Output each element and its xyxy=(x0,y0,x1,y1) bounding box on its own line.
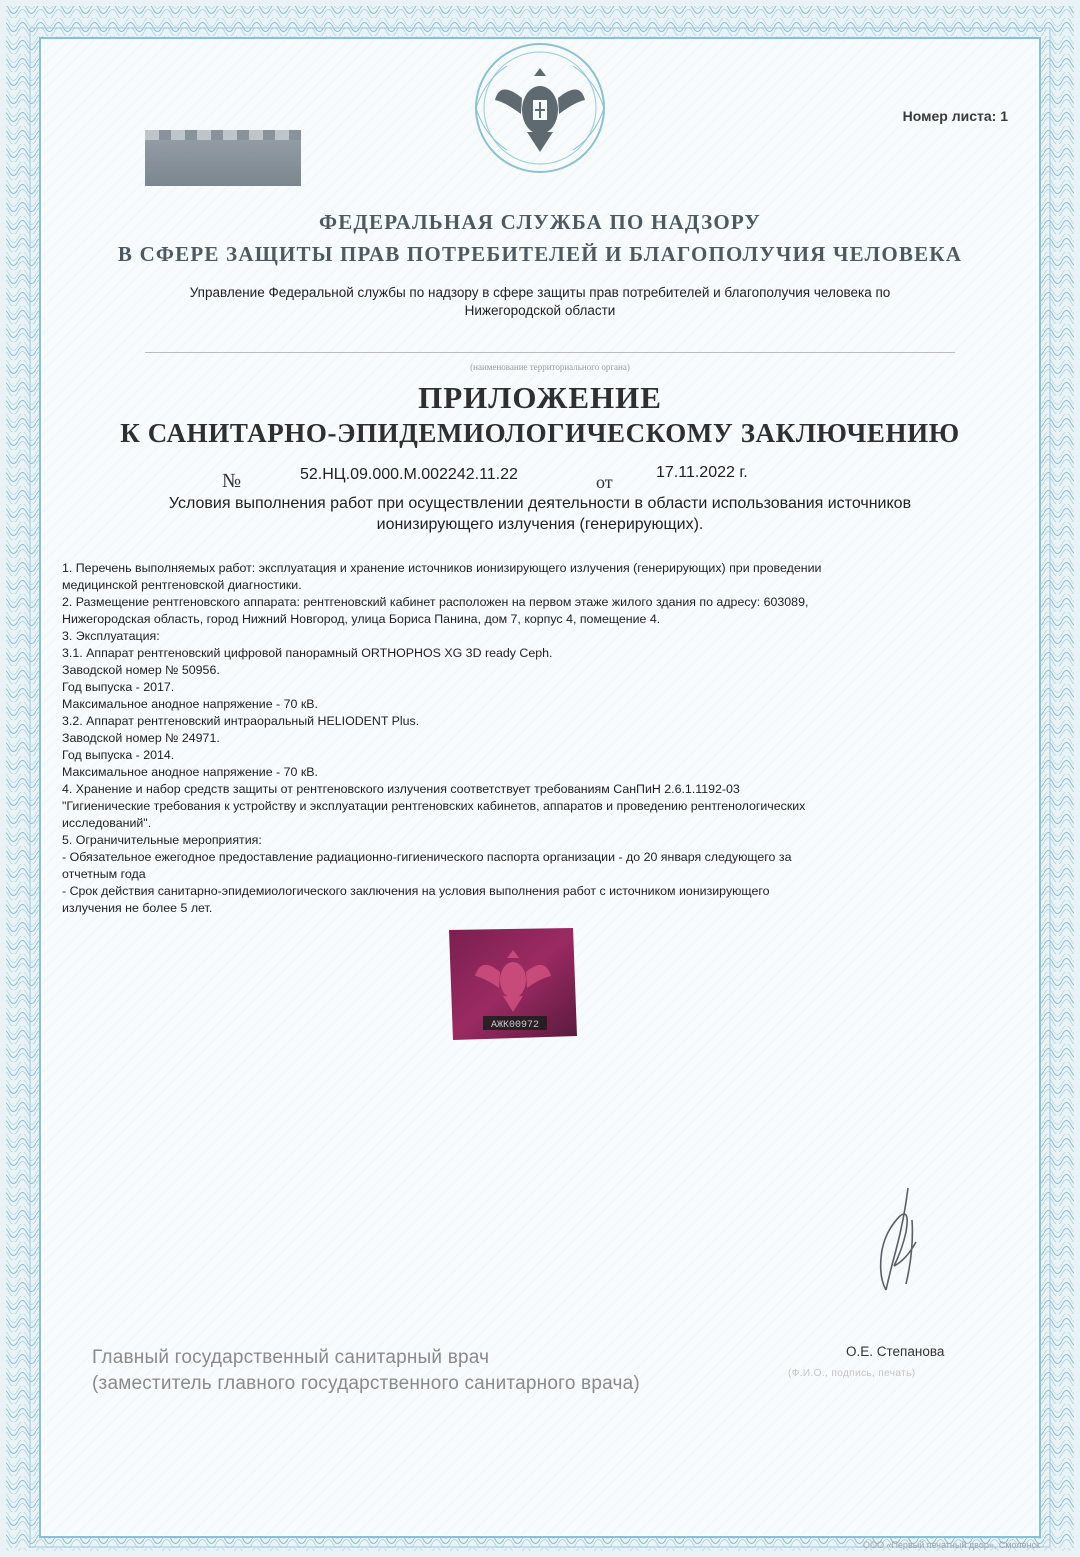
department-underline xyxy=(145,352,955,353)
body-line: излучения не более 5 лет. xyxy=(62,901,213,915)
number-sign: № xyxy=(222,470,242,492)
body-line: 3.2. Аппарат рентгеновский интраоральный HELIODENT Plus. xyxy=(62,714,420,728)
department-name xyxy=(120,284,960,320)
body-line: Заводской номер № 50956. xyxy=(62,663,220,677)
body-line: - Обязательное ежегодное предоставление радиационно-гигиенического паспорта организации - до 20 января следующего за xyxy=(62,850,792,864)
grey-security-stamp xyxy=(145,130,301,186)
stamp-strip xyxy=(145,130,301,140)
body-line: Год выпуска - 2014. xyxy=(62,748,175,762)
body-line: 5. Ограничительные мероприятия: xyxy=(62,833,262,847)
conditions-line1: Условия выполнения работ при осуществлении деятельности в области использования источников xyxy=(168,495,912,512)
signer-caption: (Ф.И.О., подпись, печать) xyxy=(788,1368,916,1379)
body-line: 2. Размещение рентгеновского аппарата: рентгеновский кабинет расположен на первом этаже жилого здания по адресу: 603089, xyxy=(62,595,809,609)
body-line: Нижегородская область, город Нижний Новгород, улица Бориса Панина, дом 7, корпус 4, помещение 4. xyxy=(62,612,661,626)
hologram-sticker-icon xyxy=(443,924,579,1042)
body-text xyxy=(62,560,962,917)
body-line: 3.1. Аппарат рентгеновский цифровой панорамный ORTHOPHOS XG 3D ready Ceph. xyxy=(62,646,553,660)
document-date: 17.11.2022 г. xyxy=(656,464,748,481)
body-line: исследований". xyxy=(62,816,152,830)
body-line: "Гигиенические требования к устройству и эксплуатации рентгеновских кабинетов, аппаратов и проведению рентгенологических xyxy=(62,799,806,813)
signer-position-line2: (заместитель главного государственного санитарного врача) xyxy=(92,1373,640,1394)
date-label: от xyxy=(596,472,613,492)
body-line: 1. Перечень выполняемых работ: эксплуатация и хранение источников ионизирующего излучения (генерирующих) при проведении xyxy=(62,561,822,575)
body-line: 3. Эксплуатация: xyxy=(62,629,160,643)
title-appendix: ПРИЛОЖЕНИЕ xyxy=(418,380,662,415)
eagle-emblem-icon xyxy=(455,40,625,180)
body-line: - Срок действия санитарно-эпидемиологического заключения на условия выполнения работ с источником ионизирующего xyxy=(62,884,770,898)
document-number: 52.НЦ.09.000.М.002242.11.22 xyxy=(300,466,518,483)
hologram-serial: АЖК00972 xyxy=(490,1020,540,1031)
body-line: Максимальное анодное напряжение - 70 кВ. xyxy=(62,697,318,711)
body-line: Максимальное анодное напряжение - 70 кВ. xyxy=(62,765,318,779)
body-line: медицинской рентгеновской диагностики. xyxy=(62,578,302,592)
title-subtitle: К САНИТАРНО-ЭПИДЕМИОЛОГИЧЕСКОМУ ЗАКЛЮЧЕНИЮ xyxy=(120,418,960,448)
signer-position-line1: Главный государственный санитарный врач xyxy=(92,1347,490,1368)
department-line1: Управление Федеральной службы по надзору в сфере защиты прав потребителей и благополучия человека по xyxy=(189,285,891,300)
agency-name-line1: ФЕДЕРАЛЬНАЯ СЛУЖБА ПО НАДЗОРУ xyxy=(318,210,762,234)
conditions-line2: ионизирующего излучения (генерирующих). xyxy=(376,516,704,533)
body-line: отчетным года xyxy=(62,867,146,881)
agency-name-line2: В СФЕРЕ ЗАЩИТЫ ПРАВ ПОТРЕБИТЕЛЕЙ И БЛАГОПОЛУЧИЯ ЧЕЛОВЕКА xyxy=(117,242,963,266)
body-line: Заводской номер № 24971. xyxy=(62,731,220,745)
handwritten-signature-icon xyxy=(860,1180,940,1310)
printer-imprint: ООО «Первый печатный двор», Смоленск xyxy=(862,1540,1040,1550)
conditions-heading xyxy=(80,493,1000,535)
department-line2: Нижегородской области xyxy=(464,303,616,318)
sheet-number: Номер листа: 1 xyxy=(902,108,1008,124)
body-line: 4. Хранение и набор средств защиты от рентгеновского излучения соответствует требованиям СанПиН 2.6.1.1192-03 xyxy=(62,782,740,796)
department-caption: (наименование территориального органа) xyxy=(470,362,630,372)
body-line: Год выпуска - 2017. xyxy=(62,680,175,694)
signer-name: О.Е. Степанова xyxy=(846,1344,945,1359)
